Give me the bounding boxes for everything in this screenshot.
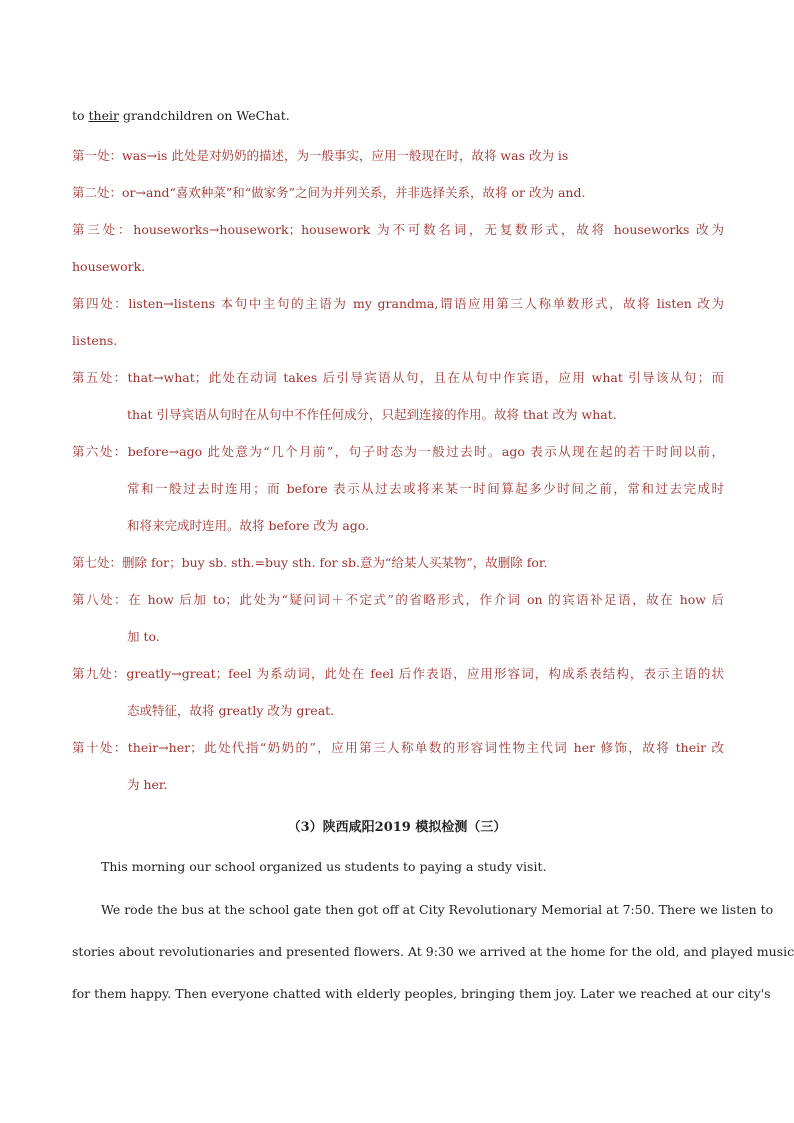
item-label: 第八处： (72, 592, 129, 607)
item-label: 第四处： (72, 296, 129, 311)
item-text: 加 to. (127, 629, 160, 644)
item-text: or→and“喜欢种菜”和“做家务”之间为并列关系，并非选择关系，故将 or 改为 and. (122, 185, 586, 200)
item-text: 为 her. (127, 777, 168, 792)
passage-line-4: for them happy. Then everyone chatted with elderly peoples, bringing them joy. Later we reached at our city's (72, 986, 771, 1001)
item-text: 和将来完成时连用。故将 before 改为 ago. (127, 518, 370, 533)
correction-item-7 (72, 554, 724, 572)
passage-line-2: We rode the bus at the school gate then got off at City Revolutionary Memorial at 7:50. There we listen to (101, 902, 774, 917)
item-text: 在 how 后加 to；此处为“疑问词＋不定式”的省略形式，作介词 on 的宾语补足语，故在 how 后 (128, 592, 724, 607)
section-title: （3）陕西咸阳2019 模拟检测（三） (287, 820, 507, 835)
item-label: 第一处： (72, 148, 123, 163)
correction-item-6-cont2 (127, 517, 724, 535)
item-text: 删除 for；buy sb. sth.=buy sth. for sb.意为“给某人买某物”，故删除 for. (122, 555, 548, 570)
item-label: 第三处： (72, 222, 134, 237)
item-text: housework. (72, 259, 146, 274)
correction-item-9-cont (127, 702, 724, 720)
item-text: 常和一般过去时连用；而 before 表示从过去或将来某一时间算起多少时间之前，常和过去完成时 (127, 481, 724, 496)
correction-item-9 (72, 665, 724, 683)
item-label: 第六处： (72, 444, 128, 459)
passage-line-1: This morning our school organized us students to paying a study visit. (101, 859, 547, 874)
underlined-word: their (88, 108, 119, 123)
item-text: listens. (72, 333, 118, 348)
item-label: 第二处： (72, 185, 123, 200)
item-label: 第五处： (72, 370, 128, 385)
passage-line-3: stories about revolutionaries and presented flowers. At 9:30 we arrived at the home for the old, and played music (72, 944, 794, 959)
correction-item-4-cont (72, 332, 724, 350)
item-label: 第七处： (72, 555, 123, 570)
item-text: houseworks→housework；housework 为不可数名词，无复数形式，故将 houseworks 改为 (133, 222, 724, 237)
item-text: that→what；此处在动词 takes 后引导宾语从句，且在从句中作宾语，应用 what 引导该从句；而 (127, 370, 724, 385)
correction-item-3-cont (72, 258, 724, 276)
correction-item-3 (72, 221, 724, 239)
item-text: their→her；此处代指“奶奶的”，应用第三人称单数的形容词性物主代词 her 修饰，故将 their 改 (127, 740, 724, 755)
correction-item-5-cont (127, 406, 724, 424)
item-label: 第十处： (72, 740, 128, 755)
correction-item-6-cont (127, 480, 724, 498)
item-text: listen→listens 本句中主句的主语为 my grandma,谓语应用第三人称单数形式，故将 listen 改为 (128, 296, 724, 311)
correction-item-6 (72, 443, 724, 461)
correction-item-10 (72, 739, 724, 757)
correction-item-10-cont (127, 776, 724, 794)
item-text: 态或特征，故将 greatly 改为 great. (127, 703, 335, 718)
previous-passage-tail: to their grandchildren on WeChat. (72, 108, 290, 123)
correction-item-5 (72, 369, 724, 387)
item-text: was→is 此处是对奶奶的描述，为一般事实，应用一般现在时，故将 was 改为 is (122, 148, 569, 163)
correction-item-8 (72, 591, 724, 609)
item-text: that 引导宾语从句时在从句中不作任何成分，只起到连接的作用。故将 that 改为 what. (127, 407, 617, 422)
correction-item-2 (72, 184, 724, 202)
item-text: greatly→great；feel 为系动词，此处在 feel 后作表语，应用形容词，构成系表结构，表示主语的状 (126, 666, 724, 681)
item-text: before→ago 此处意为“几个月前”，句子时态为一般过去时。ago 表示从现在起的若干时间以前， (127, 444, 724, 459)
correction-item-8-cont (127, 628, 724, 646)
correction-item-4 (72, 295, 724, 313)
item-label: 第九处： (72, 666, 127, 681)
correction-item-1 (72, 147, 724, 165)
